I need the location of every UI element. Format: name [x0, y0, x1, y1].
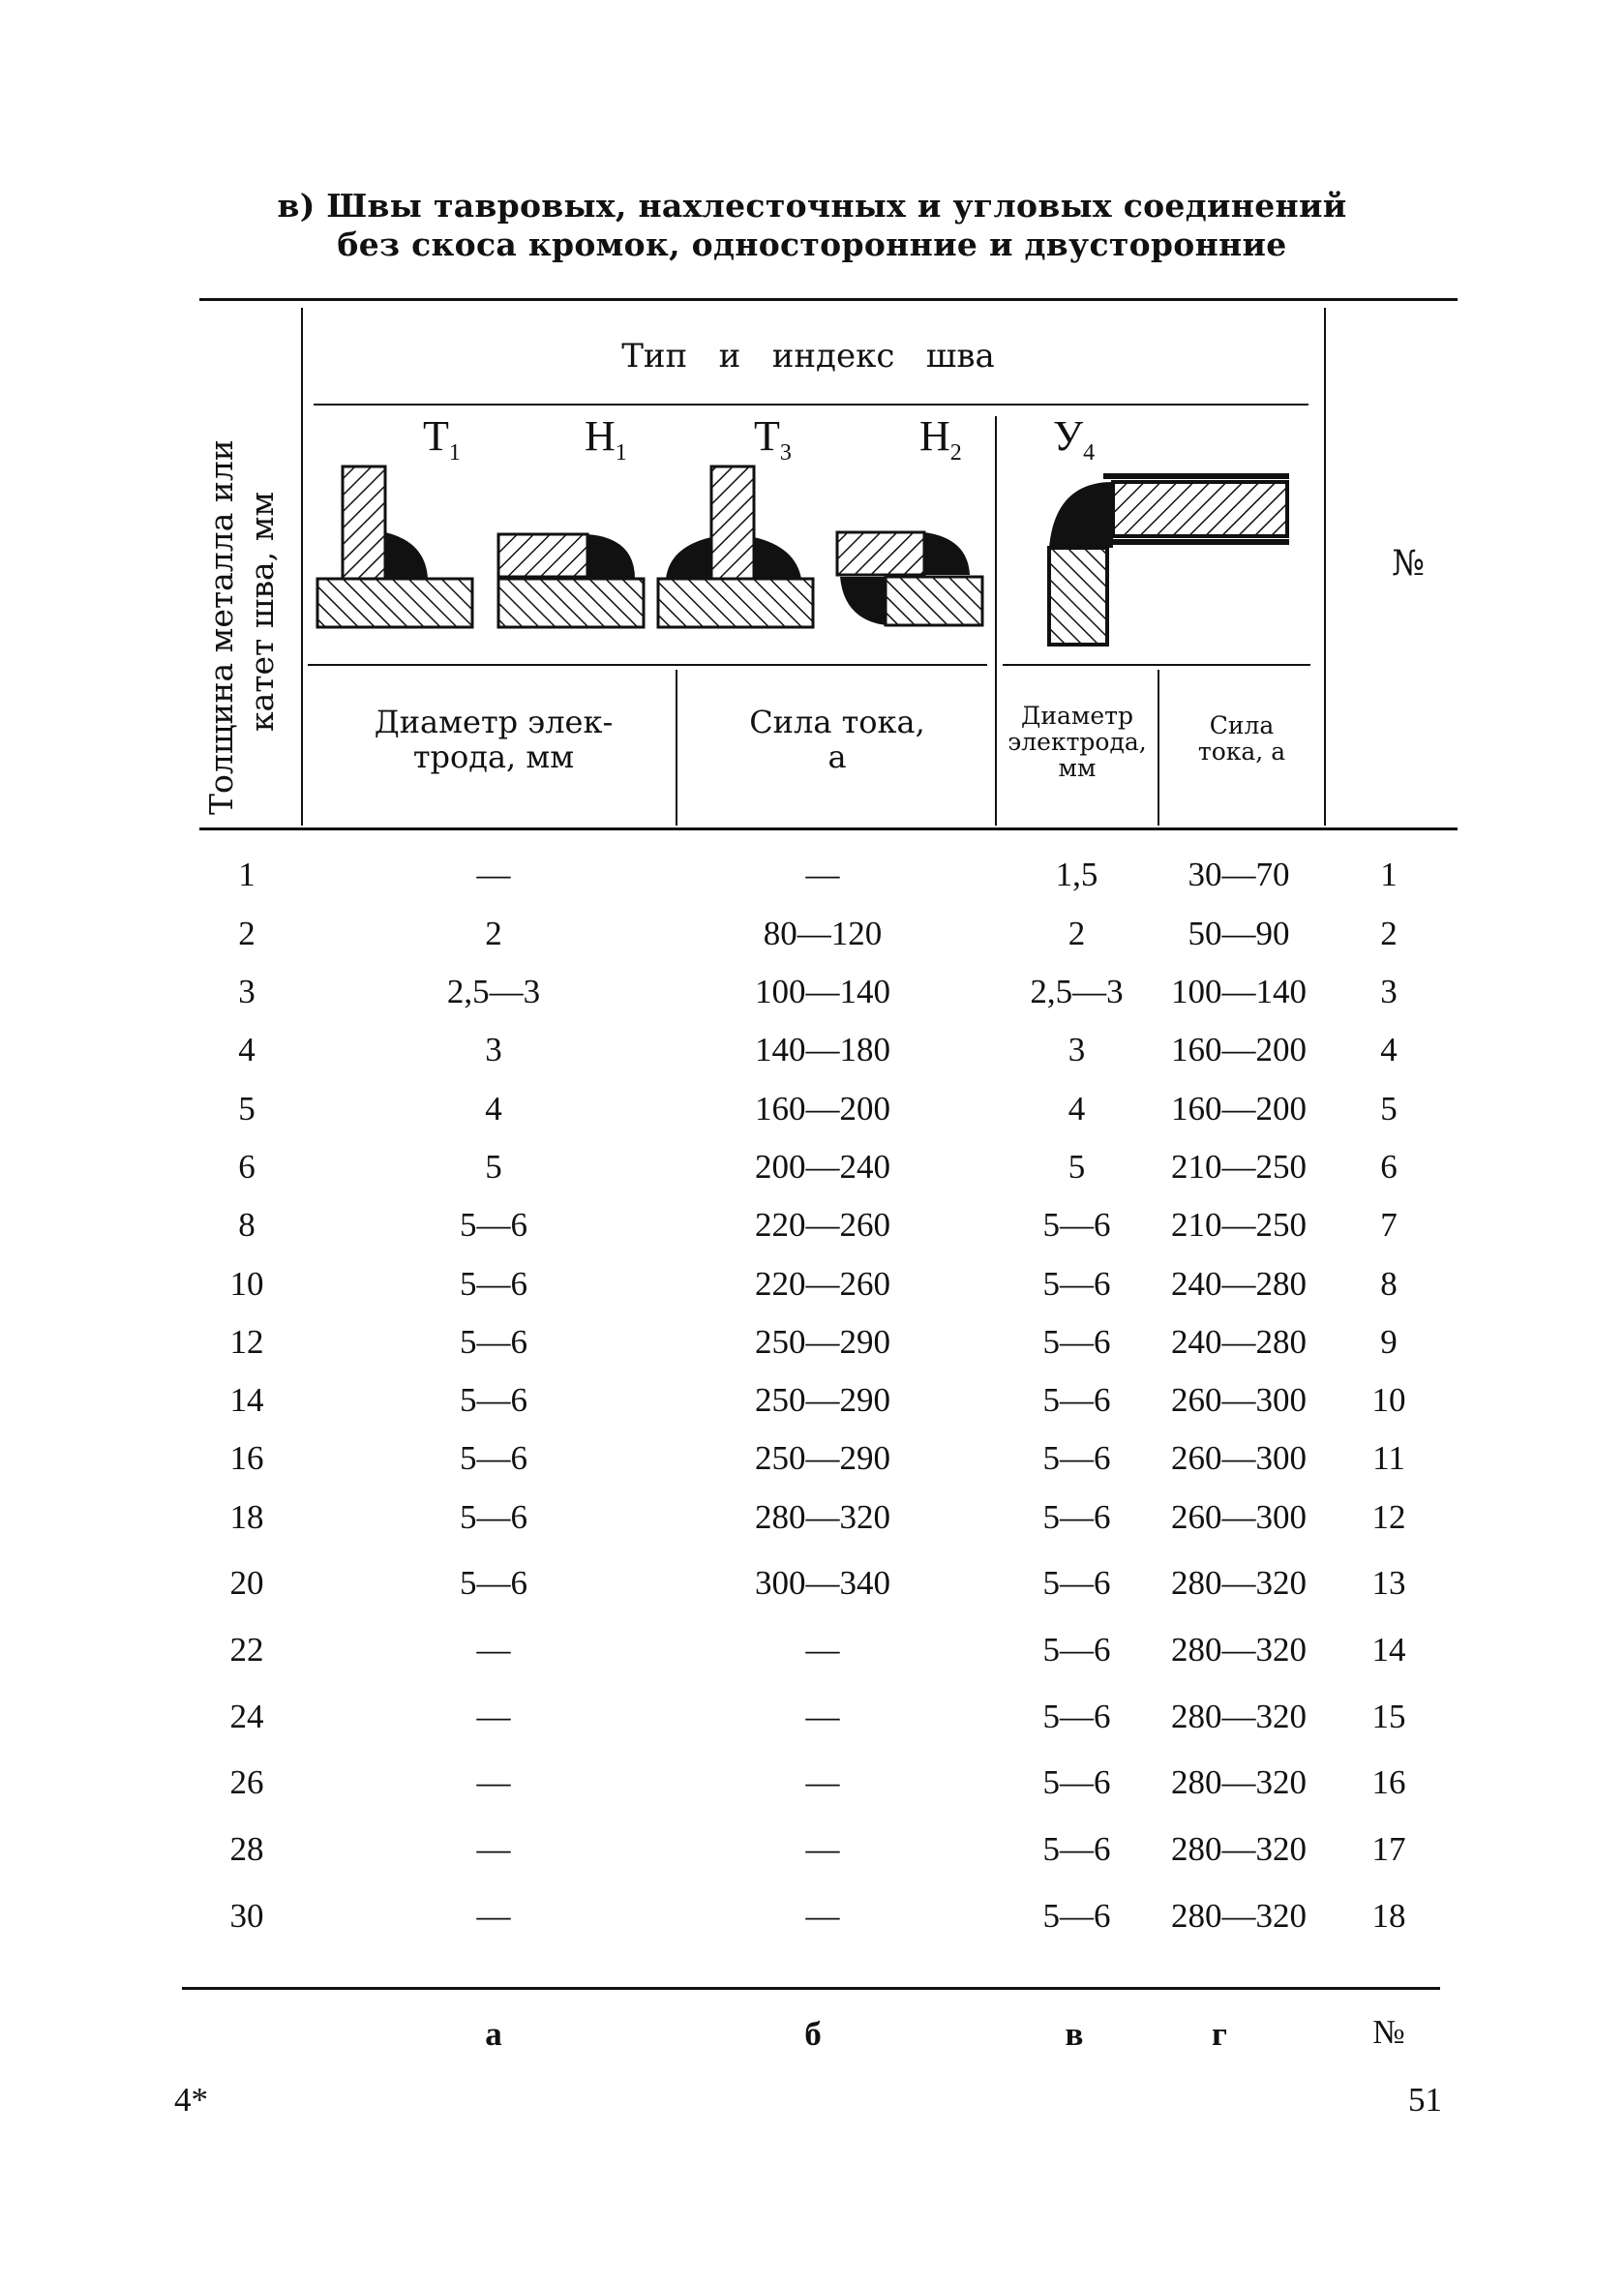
- cell-row-number: 3: [1380, 973, 1398, 1010]
- cell-row-number: 11: [1372, 1439, 1405, 1477]
- cell-row-number: 8: [1380, 1265, 1398, 1303]
- cell-electrode-diameter-c: 5—6: [1042, 1631, 1111, 1669]
- cell-row-number: 1: [1380, 856, 1398, 893]
- cell-row-number: 14: [1371, 1631, 1406, 1669]
- col-a-header-line2: трода, мм: [412, 738, 575, 775]
- col-c-header-line3: мм: [1058, 754, 1097, 782]
- seam-n1-drawing: [498, 534, 644, 627]
- cell-electrode-diameter-a: 5—6: [460, 1498, 527, 1536]
- cell-thickness: 12: [229, 1323, 264, 1361]
- cell-current-d: 280—320: [1171, 1830, 1307, 1868]
- cell-current-d: 210—250: [1171, 1206, 1307, 1244]
- cell-current-d: 210—250: [1171, 1148, 1307, 1186]
- cell-current-d: 280—320: [1171, 1897, 1307, 1935]
- seam-drawings-underline-left: [308, 664, 987, 666]
- cell-electrode-diameter-a: —: [476, 1698, 511, 1735]
- cell-thickness: 5: [238, 1090, 256, 1128]
- col-b-header-line2: а: [827, 738, 847, 775]
- cell-electrode-diameter-c: 5—6: [1042, 1763, 1111, 1801]
- seam-t1-drawing: [317, 466, 472, 627]
- number-col-header: №: [1391, 544, 1426, 584]
- cell-electrode-diameter-a: —: [476, 1763, 511, 1801]
- cell-row-number: 18: [1371, 1897, 1406, 1935]
- seam-drawings-underline-right: [1003, 664, 1310, 666]
- cell-current-d: 280—320: [1171, 1763, 1307, 1801]
- cell-electrode-diameter-a: 5—6: [460, 1323, 527, 1361]
- seam-label-n2: $Н_2$: [919, 412, 962, 466]
- cell-electrode-diameter-c: 5—6: [1042, 1265, 1111, 1303]
- cell-thickness: 20: [229, 1564, 264, 1602]
- cell-row-number: 10: [1371, 1381, 1406, 1419]
- cell-electrode-diameter-c: 5—6: [1042, 1830, 1111, 1868]
- seam-t3-drawing: [658, 466, 813, 627]
- cell-electrode-diameter-c: 4: [1068, 1090, 1086, 1128]
- cell-electrode-diameter-c: 5—6: [1042, 1897, 1111, 1935]
- cell-current-b: 300—340: [755, 1564, 890, 1602]
- cell-electrode-diameter-c: 5—6: [1042, 1323, 1111, 1361]
- col-a-header: [319, 705, 668, 774]
- cell-thickness: 1: [238, 856, 256, 893]
- page-number: 51: [1408, 2081, 1442, 2119]
- cell-electrode-diameter-c: 2,5—3: [1030, 973, 1124, 1010]
- cell-electrode-diameter-c: 3: [1068, 1031, 1086, 1068]
- cell-current-b: 280—320: [755, 1498, 890, 1536]
- cell-thickness: 28: [229, 1830, 264, 1868]
- section-title-line1: в) Швы тавровых, нахлесточных и угловых соединений: [277, 187, 1347, 225]
- cell-current-b: 200—240: [755, 1148, 890, 1186]
- cell-electrode-diameter-a: 4: [485, 1090, 502, 1128]
- cell-row-number: 2: [1380, 915, 1398, 952]
- thickness-header-line1: Толщина металла или: [202, 439, 240, 815]
- cell-row-number: 6: [1380, 1148, 1398, 1186]
- thickness-header: [201, 408, 283, 815]
- seam-label-n1: $Н_1$: [585, 412, 627, 466]
- cell-electrode-diameter-c: 5—6: [1042, 1439, 1111, 1477]
- cell-electrode-diameter-a: 5—6: [460, 1265, 527, 1303]
- cell-electrode-diameter-c: 1,5: [1055, 856, 1098, 893]
- cell-row-number: 5: [1380, 1090, 1398, 1128]
- cell-electrode-diameter-c: 2: [1068, 915, 1086, 952]
- cell-current-d: 260—300: [1171, 1498, 1307, 1536]
- cell-electrode-diameter-a: 5—6: [460, 1564, 527, 1602]
- cell-row-number: 7: [1380, 1206, 1398, 1244]
- seam-type-underline: [314, 404, 1308, 406]
- seam-type-header: Тип и индекс шва: [621, 337, 995, 376]
- thickness-header-line2: катет шва, мм: [243, 491, 281, 733]
- cell-thickness: 30: [229, 1897, 264, 1935]
- cell-row-number: 15: [1371, 1698, 1406, 1735]
- footer-letter-b: б: [804, 2015, 822, 2053]
- cell-current-b: —: [805, 1763, 840, 1801]
- cell-row-number: 17: [1371, 1830, 1406, 1868]
- cell-current-b: —: [805, 1897, 840, 1935]
- cell-electrode-diameter-a: 5—6: [460, 1381, 527, 1419]
- cell-current-d: 280—320: [1171, 1564, 1307, 1602]
- cell-thickness: 10: [229, 1265, 264, 1303]
- cell-row-number: 9: [1380, 1323, 1398, 1361]
- seam-label-t1: $Т_1$: [423, 412, 461, 466]
- cell-electrode-diameter-c: 5: [1068, 1148, 1086, 1186]
- cell-electrode-diameter-a: 5—6: [460, 1206, 527, 1244]
- cell-electrode-diameter-a: 2,5—3: [446, 973, 541, 1010]
- cell-thickness: 14: [229, 1381, 264, 1419]
- cell-electrode-diameter-a: 5—6: [460, 1439, 527, 1477]
- cell-thickness: 26: [229, 1763, 264, 1801]
- cell-current-b: —: [805, 1631, 840, 1669]
- cell-current-d: 240—280: [1171, 1265, 1307, 1303]
- cell-row-number: 12: [1371, 1498, 1406, 1536]
- cell-electrode-diameter-c: 5—6: [1042, 1564, 1111, 1602]
- cell-row-number: 4: [1380, 1031, 1398, 1068]
- cell-electrode-diameter-c: 5—6: [1042, 1698, 1111, 1735]
- col-b-header: [677, 705, 997, 774]
- cell-current-b: 140—180: [755, 1031, 890, 1068]
- seam-label-u4: $У_4$: [1053, 412, 1096, 466]
- cell-current-d: 50—90: [1188, 915, 1290, 952]
- seam-label-t3: $Т_3$: [754, 412, 792, 466]
- cell-current-b: 220—260: [755, 1206, 890, 1244]
- cell-current-d: 160—200: [1171, 1031, 1307, 1068]
- cell-current-d: 260—300: [1171, 1439, 1307, 1477]
- cell-current-b: 80—120: [763, 915, 883, 952]
- cell-current-d: 240—280: [1171, 1323, 1307, 1361]
- cell-electrode-diameter-c: 5—6: [1042, 1206, 1111, 1244]
- cell-current-b: —: [805, 856, 840, 893]
- col-d-header-line2: тока, а: [1197, 737, 1286, 766]
- cell-thickness: 3: [238, 973, 256, 1010]
- seam-drawings: [300, 455, 1326, 663]
- table-bottom-rule: [182, 1987, 1440, 1990]
- cell-electrode-diameter-a: 2: [485, 915, 502, 952]
- col-d-header: [1159, 712, 1324, 765]
- page-mark-left: 4*: [174, 2081, 208, 2119]
- cell-current-b: 250—290: [755, 1439, 890, 1477]
- cell-electrode-diameter-c: 5—6: [1042, 1381, 1111, 1419]
- cell-thickness: 2: [238, 915, 256, 952]
- section-title-line2: без скоса кромок, односторонние и двусторонние: [337, 226, 1287, 263]
- cell-thickness: 18: [229, 1498, 264, 1536]
- cell-current-d: 100—140: [1171, 973, 1307, 1010]
- col-d-header-line1: Сила: [1209, 711, 1275, 739]
- cell-electrode-diameter-a: —: [476, 856, 511, 893]
- cell-thickness: 16: [229, 1439, 264, 1477]
- cell-row-number: 16: [1371, 1763, 1406, 1801]
- col-c-header: [997, 703, 1158, 781]
- cell-thickness: 24: [229, 1698, 264, 1735]
- cell-thickness: 8: [238, 1206, 256, 1244]
- col-a-header-line1: Диаметр элек-: [374, 704, 614, 740]
- cell-electrode-diameter-a: —: [476, 1897, 511, 1935]
- cell-electrode-diameter-a: 5: [485, 1148, 502, 1186]
- cell-thickness: 4: [238, 1031, 256, 1068]
- cell-current-b: 250—290: [755, 1381, 890, 1419]
- cell-current-b: —: [805, 1830, 840, 1868]
- col-c-header-line1: Диаметр: [1021, 702, 1133, 730]
- cell-current-b: —: [805, 1698, 840, 1735]
- cell-current-d: 280—320: [1171, 1698, 1307, 1735]
- cell-current-b: 100—140: [755, 973, 890, 1010]
- footer-letter-a: а: [485, 2015, 502, 2053]
- cell-electrode-diameter-a: —: [476, 1830, 511, 1868]
- cell-electrode-diameter-a: —: [476, 1631, 511, 1669]
- footer-letter-g: г: [1212, 2015, 1227, 2053]
- col-c-header-line2: электрода,: [1007, 728, 1147, 756]
- footer-letter-v: в: [1065, 2015, 1084, 2053]
- cell-row-number: 13: [1371, 1564, 1406, 1602]
- cell-thickness: 6: [238, 1148, 256, 1186]
- header-bottom-rule: [199, 827, 1458, 830]
- cell-current-d: 160—200: [1171, 1090, 1307, 1128]
- cell-current-d: 280—320: [1171, 1631, 1307, 1669]
- table-top-rule: [199, 298, 1458, 301]
- cell-current-b: 220—260: [755, 1265, 890, 1303]
- seam-n2-drawing: [837, 532, 982, 625]
- footer-number-sign: №: [1372, 2013, 1405, 2051]
- col-b-header-line1: Сила тока,: [749, 704, 925, 740]
- cell-thickness: 22: [229, 1631, 264, 1669]
- cell-current-b: 250—290: [755, 1323, 890, 1361]
- cell-current-d: 30—70: [1188, 856, 1290, 893]
- seam-u4-drawing: [1049, 476, 1289, 645]
- cell-current-b: 160—200: [755, 1090, 890, 1128]
- cell-electrode-diameter-a: 3: [485, 1031, 502, 1068]
- cell-electrode-diameter-c: 5—6: [1042, 1498, 1111, 1536]
- cell-current-d: 260—300: [1171, 1381, 1307, 1419]
